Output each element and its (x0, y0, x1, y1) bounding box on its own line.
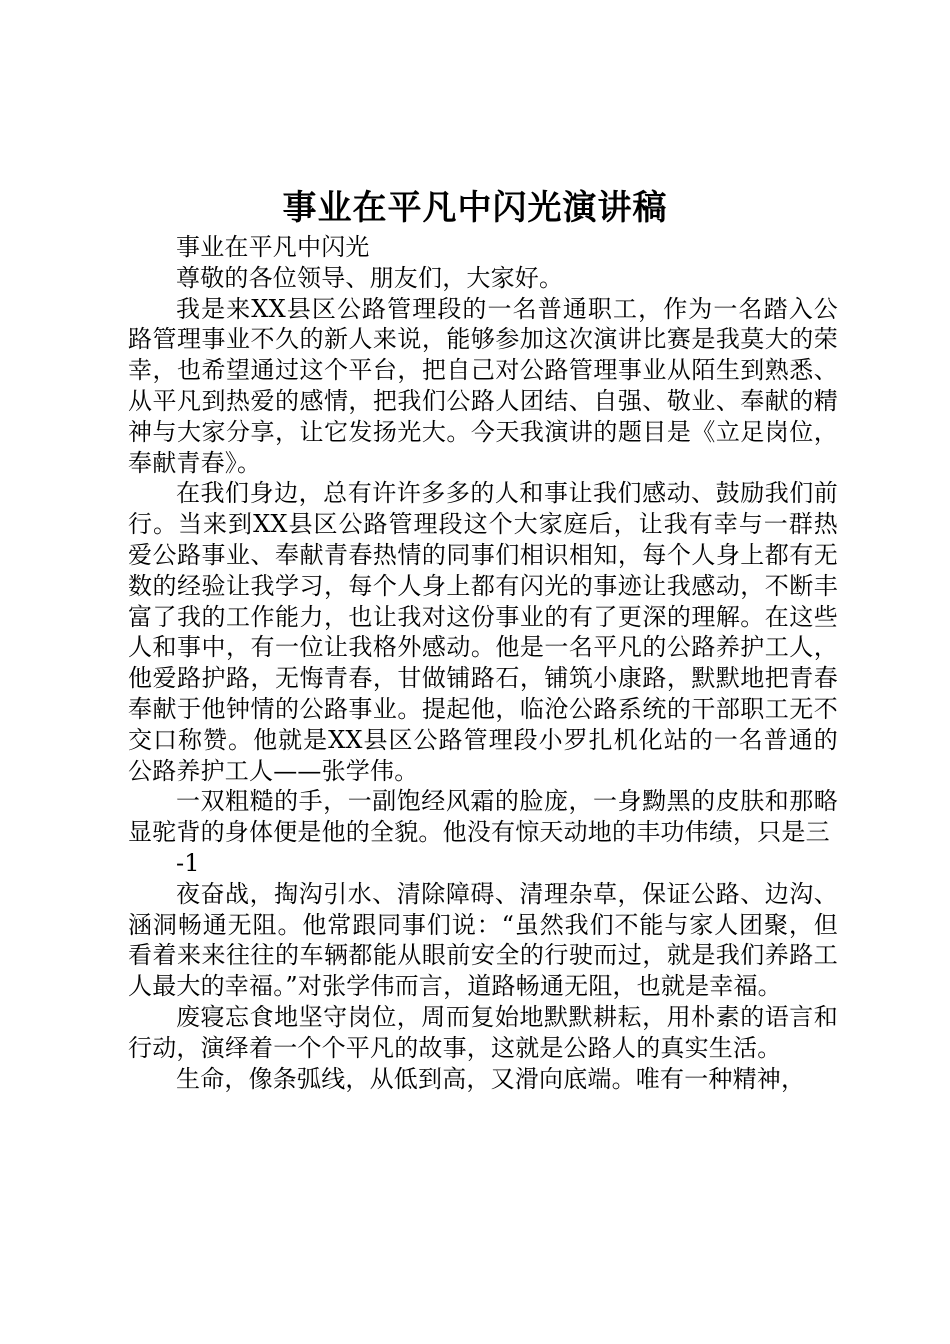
page-number: -1 (176, 848, 200, 877)
paragraph-greeting: 尊敬的各位领导、朋友们，大家好。 (176, 263, 564, 292)
paragraph-life-arc: 生命，像条弧线，从低到高，又滑向底端。唯有一种精神， (176, 1064, 806, 1093)
paragraph-continuation: 夜奋战，掏沟引水、清除障碍、清理杂草，保证公路、边沟、涵洞畅通无阻。他常跟同事们说：“虽然我们不能与家人团聚，但看着来来往往的车辆都能从眼前安全的行驶而过，就是我们养路工人最大的幸福。”对张学伟而言，道路畅通无阻，也就是幸福。 (128, 879, 838, 1001)
paragraph-dedication: 废寝忘食地坚守岗位，周而复始地默默耕耘，用朴素的语言和行动，演绎着一个个平凡的故事，这就是公路人的真实生活。 (128, 1002, 838, 1062)
document-title: 事业在平凡中闪光演讲稿 (282, 188, 668, 228)
paragraph-colleague-story: 在我们身边，总有许许多多的人和事让我们感动、鼓励我们前行。当来到XX县区公路管理段这个大家庭后，让我有幸与一群热爱公路事业、奉献青春热情的同事们相识相知，每个人身上都有无数的经验让我学习，每个人身上都有闪光的事迹让我感动，不断丰富了我的工作能力，也让我对这份事业的有了更深的理解。在这些人和事中，有一位让我格外感动。他是一名平凡的公路养护工人，他爱路护路，无悔青春，甘做铺路石，铺筑小康路，默默地把青春奉献于他钟情的公路事业。提起他，临沧公路系统的干部职工无不交口称赞。他就是XX县区公路管理段小罗扎机化站的一名普通的公路养护工人——张学伟。 (128, 479, 838, 785)
paragraph-description: 一双粗糙的手，一副饱经风霜的脸庞，一身黝黑的皮肤和那略显驼背的身体便是他的全貌。他没有惊天动地的丰功伟绩，只是三 (128, 787, 838, 847)
paragraph-introduction: 我是来XX县区公路管理段的一名普通职工，作为一名踏入公路管理事业不久的新人来说，能够参加这次演讲比赛是我莫大的荣幸，也希望通过这个平台，把自己对公路管理事业从陌生到熟悉、从平凡到热爱的感情，把我们公路人团结、自强、敬业、奉献的精神与大家分享，让它发扬光大。今天我演讲的题目是《立足岗位，奉献青春》。 (128, 294, 838, 477)
paragraph-subtitle: 事业在平凡中闪光 (176, 233, 370, 261)
document-body (128, 232, 838, 1094)
